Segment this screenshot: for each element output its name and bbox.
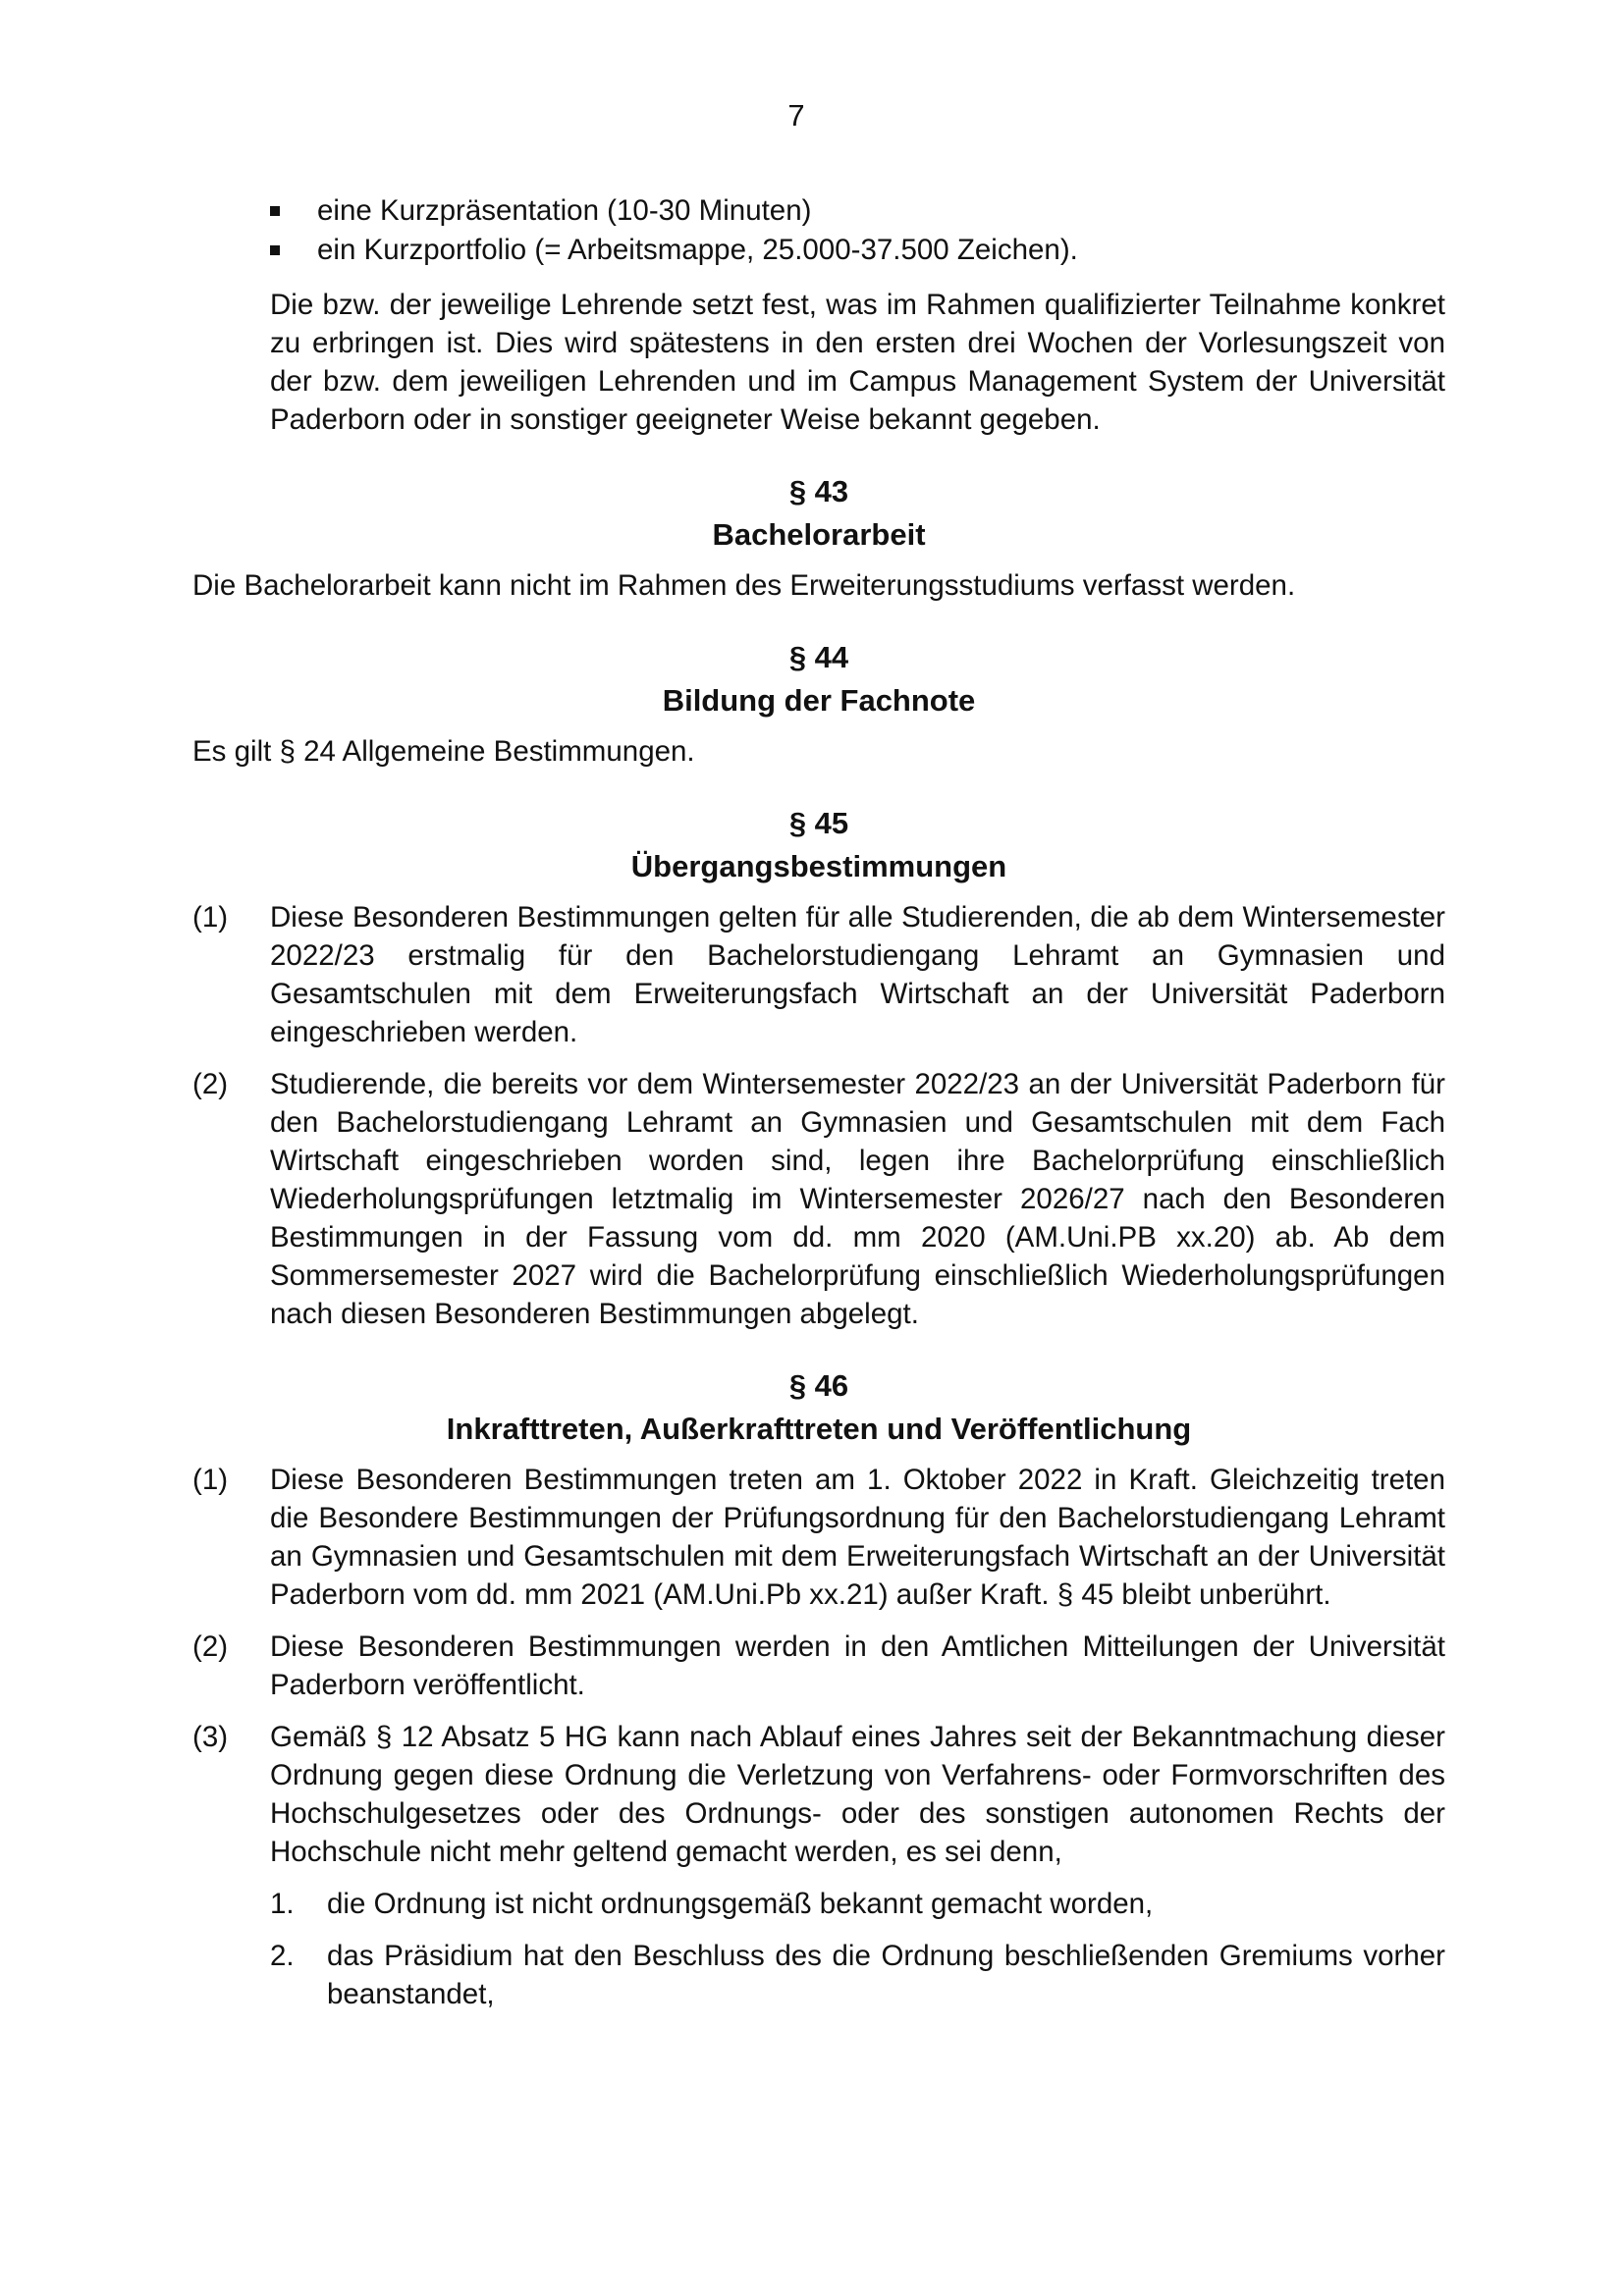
document-body <box>192 191 1445 2027</box>
sub-item-number: 1. <box>270 1888 295 1920</box>
clause-text: Diese Besonderen Bestimmungen gelten für alle Studierenden, die ab dem Wintersemester 2022/23 erstmalig für den Bachelorstudiengang Lehramt an Gymnasien und Gesamtschulen mit dem Erweiterungsfach Wirtschaft an der Universität Paderborn eingeschrieben werden. <box>270 901 1445 1048</box>
page-number: 7 <box>787 98 805 133</box>
section-number: § 43 <box>788 474 849 508</box>
intro-paragraph: Die bzw. der jeweilige Lehrende setzt fest, was im Rahmen qualifizierter Teilnahme konkret zu erbringen ist. Dies wird spätestens in den ersten drei Wochen der Vorlesungszeit von der bzw. dem jeweiligen Lehrenden und im Campus Management System der Universität Paderborn oder in sonstiger geeigneter Weise bekannt gegeben. <box>270 289 1445 436</box>
clause-number: (3) <box>192 1721 229 1753</box>
clause <box>192 898 1445 1051</box>
section-title: Übergangsbestimmungen <box>630 849 1007 883</box>
clause-number: (2) <box>192 1630 229 1663</box>
section-heading-43 <box>192 470 1445 557</box>
clause-number: (2) <box>192 1068 229 1100</box>
clause <box>192 1065 1445 1333</box>
section-title: Bachelorarbeit <box>712 517 926 552</box>
section-heading-44 <box>192 636 1445 722</box>
clause-number: (1) <box>192 901 229 934</box>
section-heading-46 <box>192 1364 1445 1451</box>
section-43-text: Die Bachelorarbeit kann nicht im Rahmen des Erweiterungsstudiums verfasst werden. <box>192 569 1296 602</box>
clause <box>192 1628 1445 1704</box>
clause <box>192 1461 1445 1614</box>
bullet-item: eine Kurzpräsentation (10-30 Minuten) <box>270 191 1445 231</box>
section-number: § 46 <box>788 1368 849 1403</box>
clause-text: Gemäß § 12 Absatz 5 HG kann nach Ablauf eines Jahres seit der Bekanntmachung dieser Ordnung gegen diese Ordnung die Verletzung von Verfahrens- oder Formvorschriften des Hochschulgesetzes oder des Ordnungs- oder des sonstigen autonomen Rechts der Hochschule nicht mehr geltend gemacht werden, es sei denn, <box>270 1721 1445 1868</box>
bullet-list <box>192 191 1445 270</box>
section-44-text: Es gilt § 24 Allgemeine Bestimmungen. <box>192 735 695 768</box>
section-title: Bildung der Fachnote <box>662 683 976 718</box>
sub-item-number: 2. <box>270 1940 295 1972</box>
sub-item-text: die Ordnung ist nicht ordnungsgemäß bekannt gemacht worden, <box>327 1888 1154 1920</box>
section-number: § 44 <box>788 640 849 674</box>
clause-text: Studierende, die bereits vor dem Wintersemester 2022/23 an der Universität Paderborn für den Bachelorstudiengang Lehramt an Gymnasien und Gesamtschulen mit dem Fach Wirtschaft eingeschrieben worden sind, legen ihre Bachelorprüfung einschließlich Wiederholungsprüfungen letztmalig im Wintersemester 2026/27 nach den Besonderen Bestimmungen in der Fassung vom dd. mm 2020 (AM.Uni.PB xx.20) ab. Ab dem Sommersemester 2027 wird die Bachelorprüfung einschließlich Wiederholungsprüfungen nach diesen Besonderen Bestimmungen abgelegt. <box>270 1068 1445 1330</box>
sub-item <box>270 1937 1445 2013</box>
sub-item-text: das Präsidium hat den Beschluss des die Ordnung beschließenden Gremiums vorher beanstandet, <box>327 1940 1445 2010</box>
clause <box>192 1718 1445 1871</box>
bullet-item: ein Kurzportfolio (= Arbeitsmappe, 25.000-37.500 Zeichen). <box>270 231 1445 270</box>
sub-item <box>270 1885 1445 1923</box>
section-heading-45 <box>192 802 1445 888</box>
clause-text: Diese Besonderen Bestimmungen werden in den Amtlichen Mitteilungen der Universität Paderborn veröffentlicht. <box>270 1630 1445 1701</box>
section-number: § 45 <box>788 806 849 840</box>
clause-number: (1) <box>192 1464 229 1496</box>
section-title: Inkrafttreten, Außerkrafttreten und Veröffentlichung <box>446 1412 1192 1446</box>
clause-text: Diese Besonderen Bestimmungen treten am 1. Oktober 2022 in Kraft. Gleichzeitig treten die Besondere Bestimmungen der Prüfungsordnung für den Bachelorstudiengang Lehramt an Gymnasien und Gesamtschulen mit dem Erweiterungsfach Wirtschaft an der Universität Paderborn vom dd. mm 2021 (AM.Uni.Pb xx.21) außer Kraft. § 45 bleibt unberührt. <box>270 1464 1445 1611</box>
